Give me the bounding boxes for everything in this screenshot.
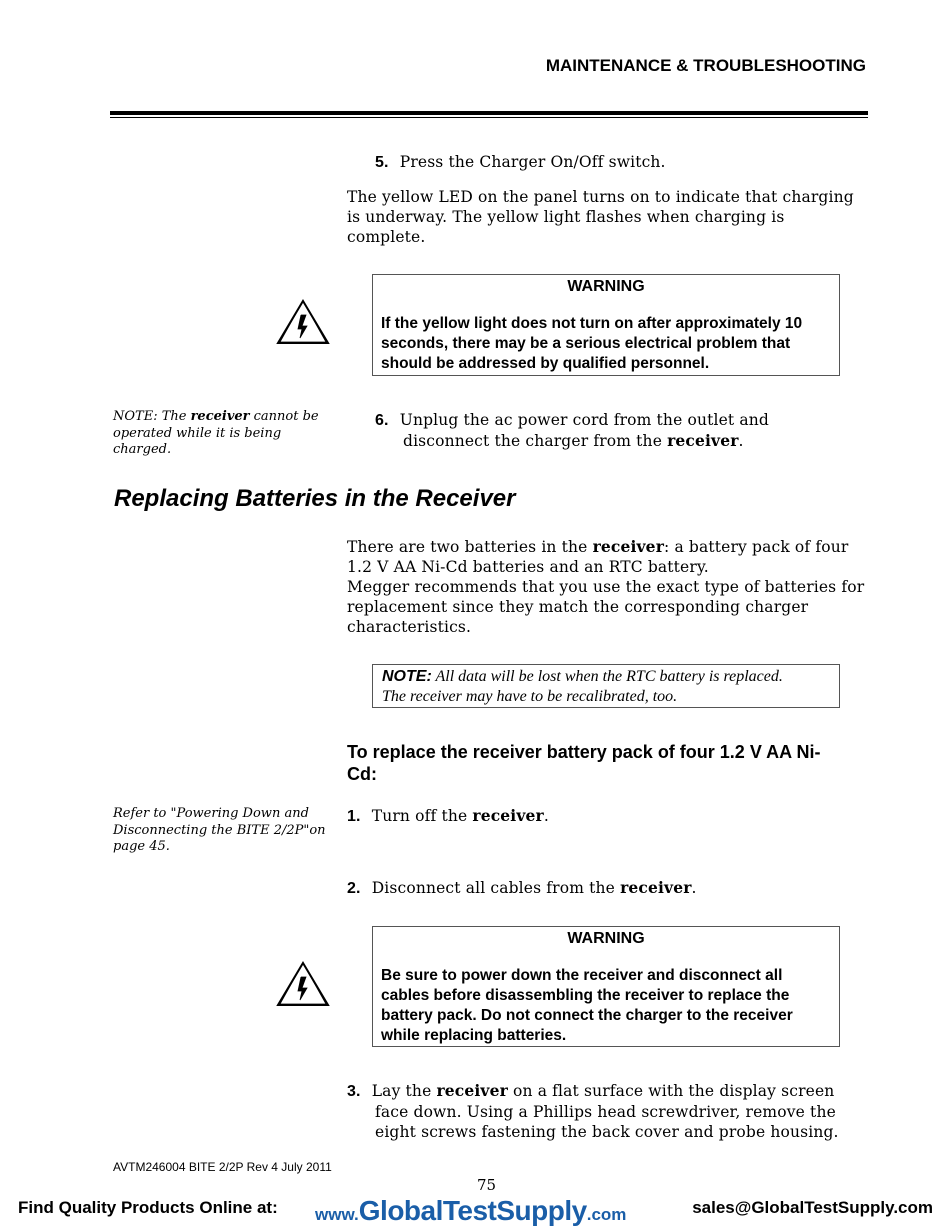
supplier-banner (0, 1195, 950, 1229)
warning-line: battery pack. Do not connect the charger to the receiver (381, 1007, 793, 1024)
step-number: 6. (375, 412, 389, 429)
note-label: NOTE: (382, 668, 432, 685)
para-text: : a battery pack of four 1.2 V AA Ni-Cd batteries and an RTC battery. (347, 538, 849, 576)
step-3 (347, 1081, 867, 1142)
step-number: 3. (347, 1083, 361, 1100)
warning-text (381, 314, 831, 374)
step-bold: receiver (436, 1081, 508, 1100)
para-text: There are two batteries in the (347, 538, 593, 556)
warning-text (381, 966, 831, 1046)
warning-title: WARNING (567, 278, 645, 295)
url-main: GlobalTestSupply (358, 1195, 587, 1226)
led-paragraph: The yellow LED on the panel turns on to indicate that charging is underway. The yellow light flashes when charging is complete. (347, 188, 854, 246)
step-text: on a flat surface with the display screen (507, 1082, 835, 1100)
battery-paragraph (347, 537, 869, 637)
banner-tagline: Find Quality Products Online at: (18, 1198, 278, 1217)
warning-line: If the yellow light does not turn on after approximately 10 (381, 315, 803, 332)
note-text: cannot be operated while it is being charged. (113, 409, 319, 457)
step-1 (347, 806, 549, 827)
step-text: . (691, 879, 697, 897)
step-text: Turn off the (371, 807, 473, 825)
url-suffix: .com (586, 1205, 627, 1224)
electrical-hazard-icon (276, 961, 330, 1007)
step-text: . (543, 807, 549, 825)
step-text: Lay the (371, 1082, 437, 1100)
electrical-hazard-icon (276, 299, 330, 345)
step-number: 1. (347, 808, 361, 825)
step-text: . (738, 432, 744, 450)
page-header-title: MAINTENANCE & TROUBLESHOOTING (545, 56, 866, 75)
warning-title: WARNING (567, 930, 645, 947)
note-box-rtc (372, 664, 840, 708)
step-text: eight screws fastening the back cover and probe housing. (375, 1123, 839, 1141)
step-number: 2. (347, 880, 361, 897)
banner-website-link[interactable] (315, 1195, 626, 1227)
url-prefix: www. (315, 1205, 359, 1224)
step-bold: receiver (472, 806, 544, 825)
step-2 (347, 878, 697, 899)
footer-document-id: AVTM246004 BITE 2/2P Rev 4 July 2011 (113, 1160, 332, 1174)
side-note-reference: Refer to "Powering Down and Disconnecting the BITE 2/2P"on page 45. (113, 806, 326, 854)
warning-line: while replacing batteries. (381, 1027, 567, 1044)
step-text: face down. Using a Phillips head screwdriver, remove the (375, 1103, 836, 1121)
subheading-line: To replace the receiver battery pack of four 1.2 V AA Ni- (347, 742, 821, 762)
note-bold: receiver (190, 409, 250, 424)
para-text: Megger recommends that you use the exact type of batteries for replacement since they match the corresponding charger characteristics. (347, 578, 865, 636)
step-5 (375, 152, 666, 173)
warning-line: cables before disassembling the receiver to replace the (381, 987, 790, 1004)
note-text: NOTE: The (113, 409, 191, 424)
footer-page-number: 75 (477, 1176, 497, 1194)
note-text: The receiver may have to be recalibrated, too. (382, 688, 678, 705)
step-text: disconnect the charger from the (403, 432, 668, 450)
step-text: Press the Charger On/Off switch. (399, 153, 666, 171)
procedure-subheading (347, 741, 857, 785)
warning-line: should be addressed by qualified personnel. (381, 355, 710, 372)
header-rule-thin (110, 117, 868, 118)
warning-line: seconds, there may be a serious electrical problem that (381, 335, 791, 352)
section-title: Replacing Batteries in the Receiver (114, 485, 516, 512)
side-note-charging (113, 409, 328, 459)
warning-box-disassembly (372, 926, 840, 1047)
step-6 (375, 410, 875, 451)
banner-email-link[interactable]: sales@GlobalTestSupply.com (692, 1198, 933, 1217)
subheading-line: Cd: (347, 764, 377, 784)
step-number: 5. (375, 154, 389, 171)
warning-box-charging (372, 274, 840, 376)
warning-line: Be sure to power down the receiver and disconnect all (381, 967, 783, 984)
step-text: Unplug the ac power cord from the outlet and (399, 411, 769, 429)
para-bold: receiver (592, 537, 665, 556)
step-bold: receiver (667, 431, 739, 450)
step-text: Disconnect all cables from the (371, 879, 621, 897)
note-text: All data will be lost when the RTC battery is replaced. (431, 668, 783, 685)
step-bold: receiver (620, 878, 692, 897)
header-rule-thick (110, 111, 868, 115)
